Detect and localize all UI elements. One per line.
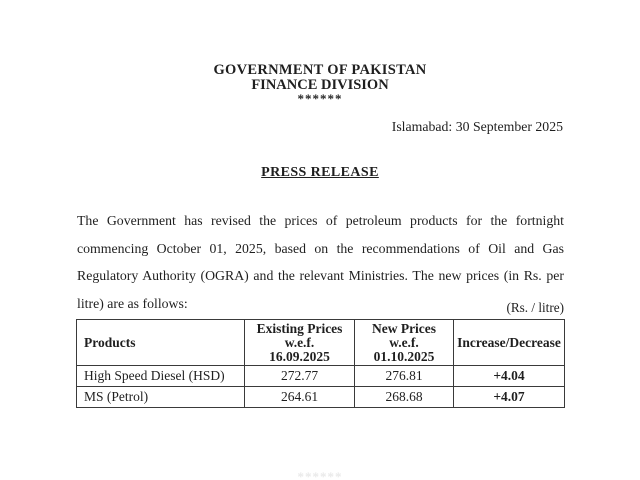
header-line: w.e.f. (389, 334, 419, 350)
new-price: 268.68 (355, 387, 454, 408)
price-change: +4.07 (454, 387, 565, 408)
faint-footer-marks: ****** (297, 469, 343, 480)
header-new-prices (355, 320, 454, 366)
header-line: 16.09.2025 (269, 348, 330, 364)
existing-price: 272.77 (245, 366, 355, 387)
unit-note: (Rs. / litre) (506, 300, 564, 315)
division-name: FINANCE DIVISION (251, 77, 389, 93)
header-line: w.e.f. (284, 334, 315, 350)
body-paragraph: The Government has revised the prices of petroleum products for the fortnight commencing October 01, 2025, based on the recommendations of Oil and Gas Regulatory Authority (OGRA) and the relevant Ministries. The new prices (in Rs. per litre) are as follows: (77, 213, 564, 311)
letterhead (76, 62, 564, 104)
header-increase-decrease (454, 320, 565, 366)
table-row-petrol (77, 387, 565, 408)
header-line: Existing Prices (256, 321, 343, 336)
price-table (76, 319, 565, 408)
product-name: MS (Petrol) (77, 387, 245, 408)
press-release-title: PRESS RELEASE (261, 165, 379, 180)
new-price: 276.81 (355, 366, 454, 387)
product-name: High Speed Diesel (HSD) (77, 366, 245, 387)
letterhead-separator: ****** (297, 91, 343, 106)
header-existing-prices (245, 320, 355, 366)
header-line: Products (84, 334, 136, 350)
header-products (77, 320, 245, 366)
header-line: 01.10.2025 (373, 348, 435, 364)
existing-price: 264.61 (245, 387, 355, 408)
page-content (76, 0, 564, 480)
table-row-hsd (77, 366, 565, 387)
header-line: Increase/Decrease (457, 334, 561, 350)
dateline: Islamabad: 30 September 2025 (391, 119, 563, 134)
header-line: New Prices (371, 321, 437, 336)
org-name: GOVERNMENT OF PAKISTAN (213, 62, 427, 78)
table-header-row (77, 320, 565, 366)
price-change: +4.04 (454, 366, 565, 387)
